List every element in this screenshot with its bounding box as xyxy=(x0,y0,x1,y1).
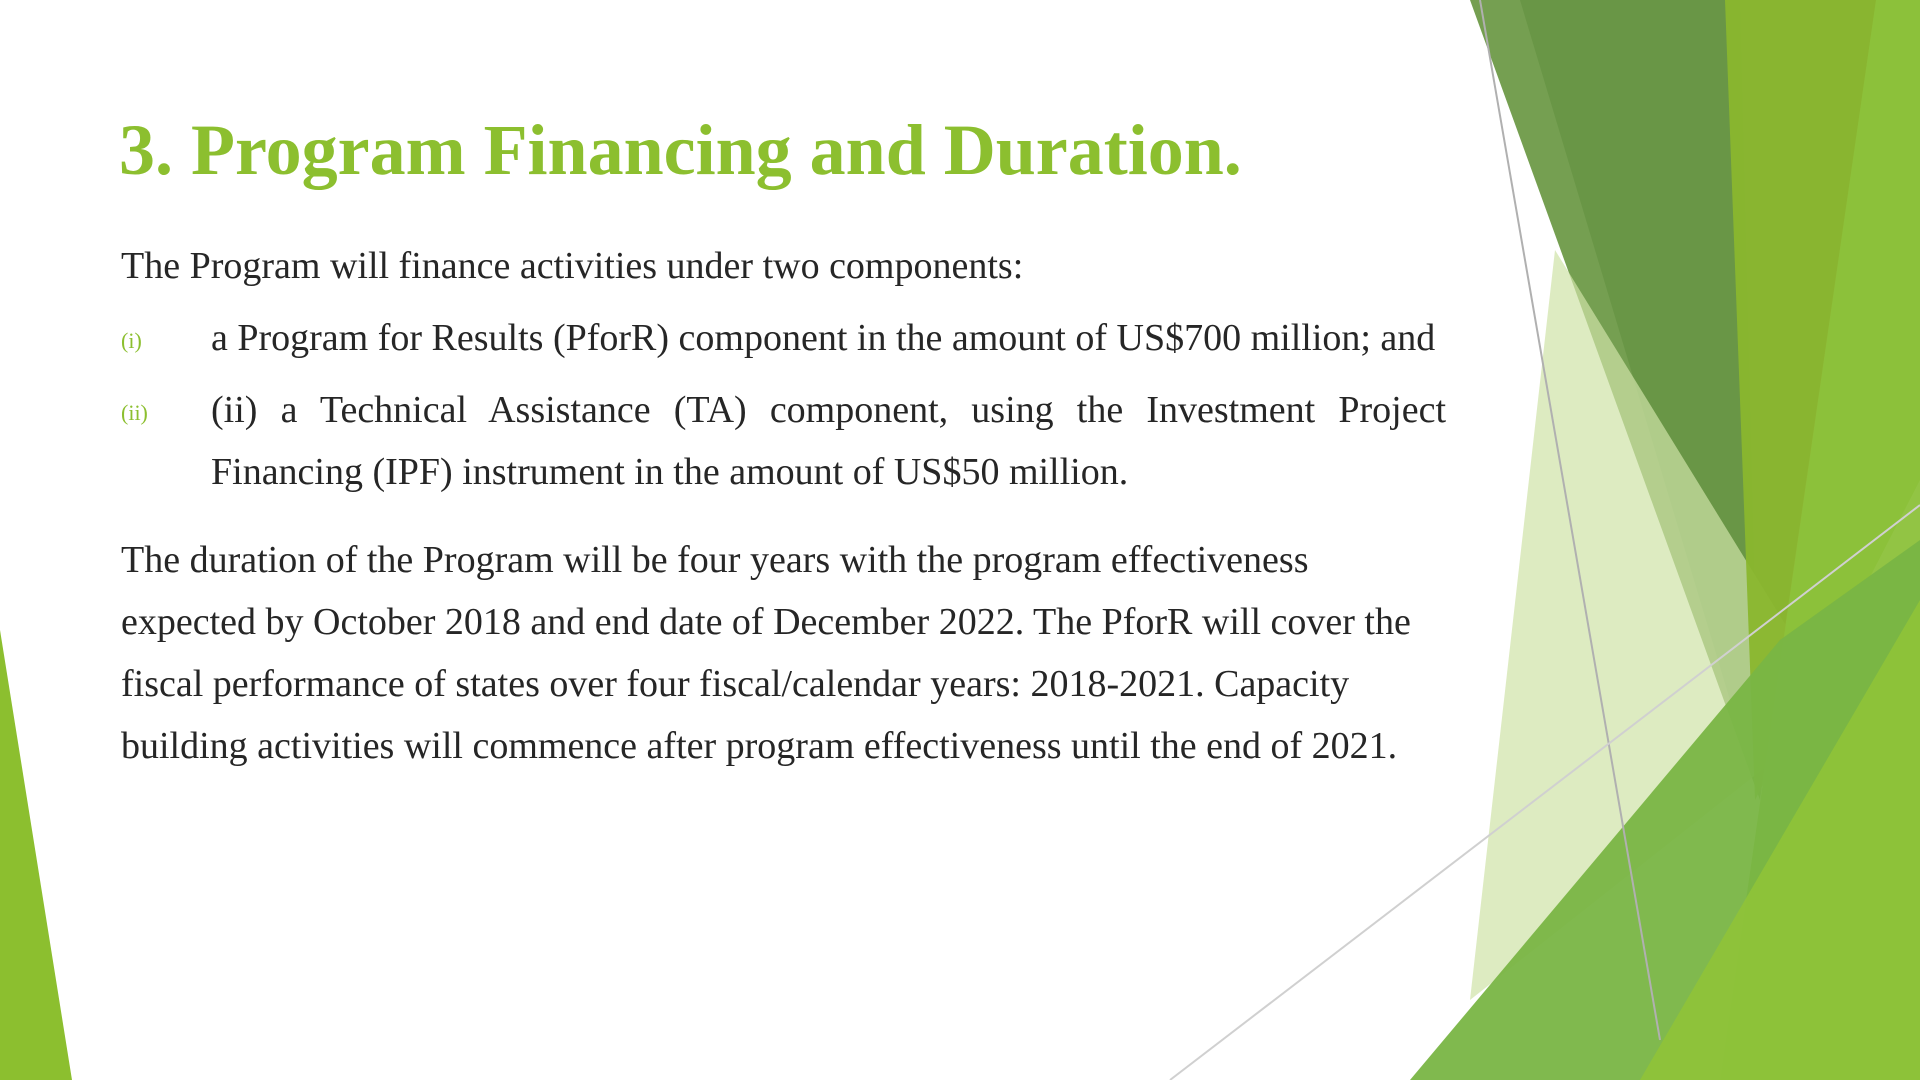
intro-text: The Program will finance activities under two components: xyxy=(121,245,1024,287)
list-item-text: (ii) a Technical Assistance (TA) component, using the Investment Project Financing (IPF) instrument in the amount of US$50 million. xyxy=(211,389,1446,493)
list-marker: (ii) xyxy=(121,400,148,425)
list-item-text: a Program for Results (PforR) component in the amount of US$700 million; and xyxy=(211,317,1436,359)
slide-body xyxy=(121,235,1446,777)
left-green-sliver xyxy=(0,630,72,1080)
list-item xyxy=(121,379,1446,503)
duration-paragraph: The duration of the Program will be four years with the program effectiveness expected by October 2018 and end date of December 2022. The PforR will cover the fiscal performance of states over four fiscal/calendar years: 2018-2021. Capacity building activities will commence after program effectiveness until the end of 2021. xyxy=(121,539,1411,767)
component-list xyxy=(121,307,1446,503)
list-marker: (i) xyxy=(121,328,142,353)
list-item xyxy=(121,307,1446,369)
slide-title: 3. Program Financing and Duration. xyxy=(119,110,1242,190)
